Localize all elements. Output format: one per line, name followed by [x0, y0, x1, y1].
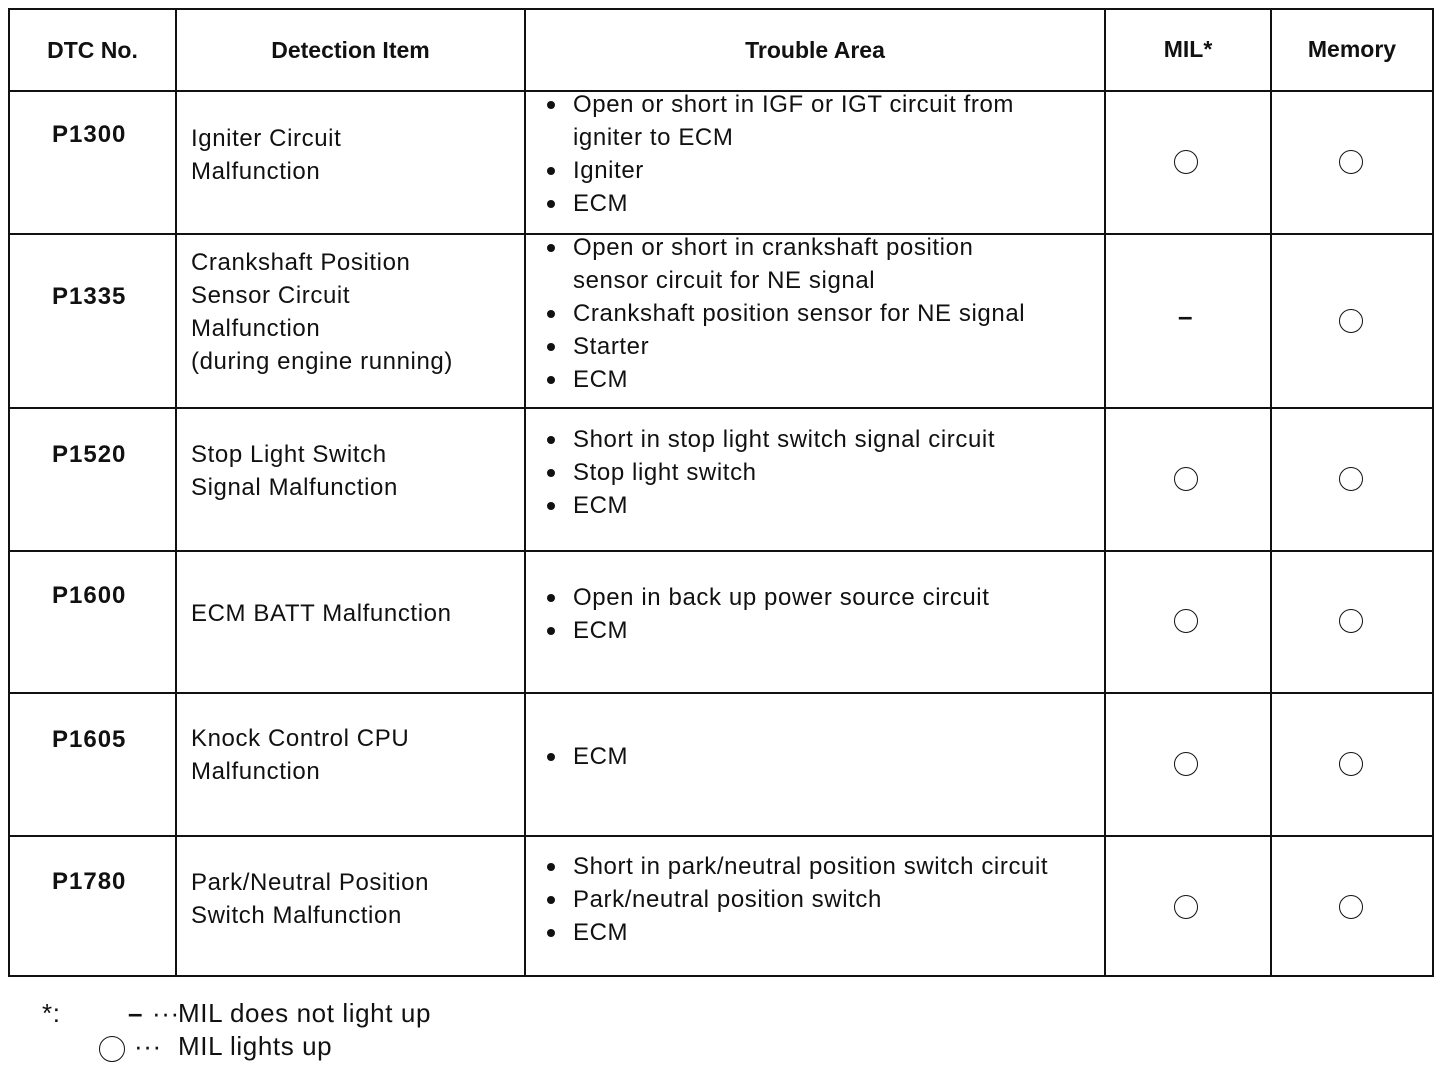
trouble-item-line: Open or short in IGF or IGT circuit from: [573, 91, 1014, 118]
trouble-item: [543, 363, 1025, 396]
detection-item-line: Knock Control CPU: [191, 725, 410, 752]
mil-dash: –: [1178, 301, 1193, 331]
trouble-area: [543, 231, 1025, 396]
row-divider: [10, 550, 1432, 552]
trouble-item: [543, 330, 1025, 363]
trouble-item-line: Starter: [573, 333, 650, 360]
trouble-area: [543, 740, 628, 773]
detection-item: [191, 246, 453, 378]
header-detection-item: Detection Item: [271, 36, 430, 63]
trouble-list: [543, 423, 995, 522]
column-divider: [1270, 10, 1272, 975]
memory-circle-icon: [1339, 752, 1363, 776]
header-dtc-no: DTC No.: [47, 36, 138, 63]
legend-dash-text: MIL does not light up: [178, 998, 432, 1028]
detection-item-line: Malfunction: [191, 315, 321, 342]
trouble-item-line: sensor circuit for NE signal: [573, 267, 876, 294]
trouble-item-line: Short in park/neutral position switch circuit: [573, 853, 1049, 880]
detection-item: [191, 597, 452, 630]
trouble-list: [543, 581, 989, 647]
column-divider: [175, 10, 177, 975]
mil-circle-icon: [1174, 150, 1198, 174]
trouble-item-line: ECM: [573, 492, 629, 519]
trouble-item-line: Open in back up power source circuit: [573, 584, 990, 611]
memory-circle-icon: [1339, 609, 1363, 633]
detection-item-line: Igniter Circuit: [191, 125, 342, 152]
trouble-item-line: igniter to ECM: [573, 124, 734, 151]
header-mil: MIL*: [1163, 35, 1213, 62]
detection-item-line: ECM BATT Malfunction: [191, 600, 452, 627]
column-divider: [524, 10, 526, 975]
memory-circle-icon: [1339, 150, 1363, 174]
trouble-item-line: Park/neutral position switch: [573, 886, 882, 913]
mil-circle-icon: [1174, 895, 1198, 919]
trouble-item: [543, 187, 1014, 220]
detection-item: [191, 438, 398, 504]
trouble-item-line: Igniter: [573, 157, 644, 184]
memory-circle-icon: [1339, 895, 1363, 919]
mil-circle-icon: [1174, 467, 1198, 491]
trouble-area: [543, 88, 1014, 220]
trouble-item: [543, 154, 1014, 187]
detection-item-line: Malfunction: [191, 158, 321, 185]
trouble-list: [543, 740, 628, 773]
trouble-item-line: ECM: [573, 617, 629, 644]
trouble-item: [543, 916, 1048, 949]
trouble-item-line: ECM: [573, 366, 629, 393]
detection-item: [191, 122, 341, 188]
mil-circle-icon: [1174, 752, 1198, 776]
header-memory: Memory: [1307, 35, 1397, 62]
row-divider: [10, 692, 1432, 694]
dtc-code: P1300: [52, 121, 127, 148]
trouble-item-line: ECM: [573, 743, 629, 770]
detection-item-line: Stop Light Switch: [191, 441, 387, 468]
trouble-area: [543, 423, 995, 522]
trouble-item: [543, 581, 989, 614]
trouble-area: [543, 850, 1048, 949]
trouble-item: [543, 883, 1048, 916]
trouble-list: [543, 231, 1025, 396]
trouble-list: [543, 88, 1014, 220]
memory-circle-icon: [1339, 309, 1363, 333]
dtc-code: P1780: [52, 868, 127, 895]
detection-item-line: Park/Neutral Position: [191, 869, 430, 896]
dtc-code: P1600: [52, 582, 127, 609]
trouble-item: [543, 297, 1025, 330]
memory-circle-icon: [1339, 467, 1363, 491]
legend-dots: ···: [134, 1031, 162, 1061]
trouble-item: [543, 740, 628, 773]
row-divider: [10, 835, 1432, 837]
dtc-code: P1335: [52, 283, 127, 310]
legend-dash-symbol: –: [128, 998, 144, 1028]
trouble-area: [543, 581, 989, 647]
trouble-item-line: Short in stop light switch signal circuit: [573, 426, 996, 453]
detection-item-line: Crankshaft Position: [191, 249, 411, 276]
detection-item-line: Switch Malfunction: [191, 902, 402, 929]
dtc-code: P1605: [52, 726, 127, 753]
header-trouble-area: Trouble Area: [745, 36, 885, 63]
row-divider: [10, 407, 1432, 409]
detection-item-line: Malfunction: [191, 758, 321, 785]
trouble-item-line: ECM: [573, 919, 629, 946]
mil-circle-icon: [1174, 609, 1198, 633]
trouble-item-line: Stop light switch: [573, 459, 757, 486]
trouble-item: [543, 88, 1014, 154]
dtc-code: P1520: [52, 441, 127, 468]
legend-circle-text: MIL lights up: [178, 1031, 333, 1061]
detection-item-line: Signal Malfunction: [191, 474, 398, 501]
trouble-item-line: Open or short in crankshaft position: [573, 234, 974, 261]
trouble-item: [543, 456, 995, 489]
trouble-item: [543, 489, 995, 522]
trouble-item: [543, 423, 995, 456]
trouble-item: [543, 231, 1025, 297]
trouble-item: [543, 850, 1048, 883]
legend-circle-icon: [99, 1036, 125, 1062]
trouble-item-line: Crankshaft position sensor for NE signal: [573, 300, 1026, 327]
detection-item: [191, 722, 409, 788]
trouble-item-line: ECM: [573, 190, 629, 217]
legend-dots: ···: [152, 998, 180, 1028]
detection-item-line: (during engine running): [191, 348, 453, 375]
legend-star: *:: [42, 998, 61, 1028]
detection-item-line: Sensor Circuit: [191, 282, 351, 309]
column-divider: [1104, 10, 1106, 975]
trouble-item: [543, 614, 989, 647]
trouble-list: [543, 850, 1048, 949]
detection-item: [191, 866, 429, 932]
